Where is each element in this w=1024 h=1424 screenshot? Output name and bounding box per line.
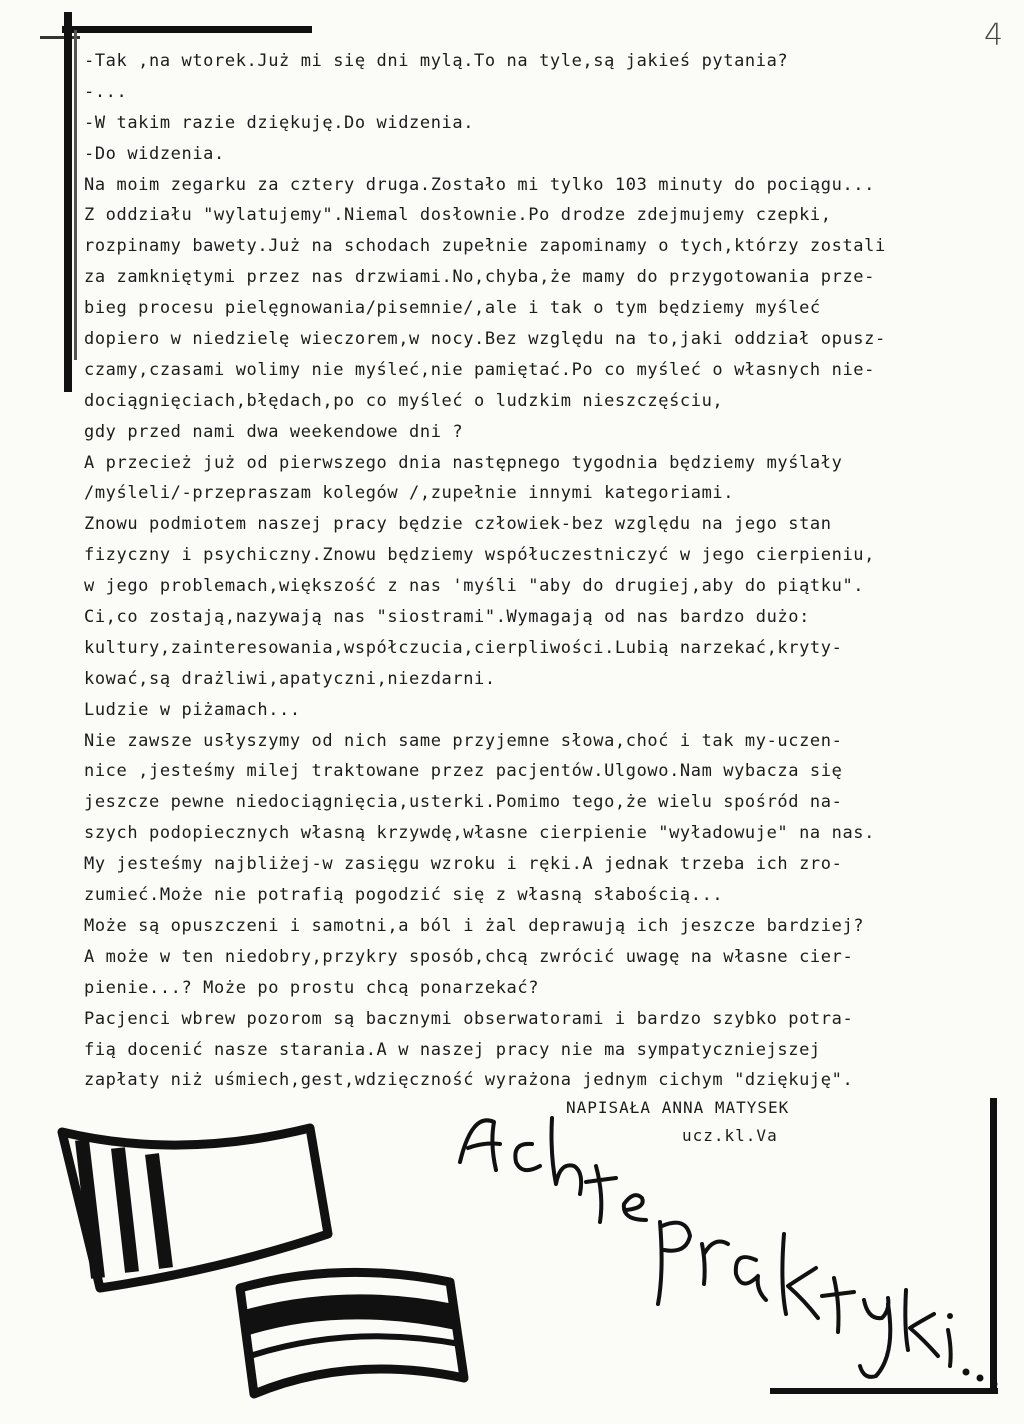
- text-line: gdy przed nami dwa weekendowe dni ?: [84, 421, 464, 442]
- text-line: -...: [84, 81, 128, 102]
- frame-left-rule: [64, 12, 72, 392]
- text-line: w jego problemach,większość z nas 'myśli "aby do drugiej,aby do piątku".: [84, 576, 865, 597]
- text-line: Z oddziału "wylatujemy".Niemal dosłownie.Po drodze zdejmujemy czepki,: [84, 205, 832, 226]
- text-line: My jesteśmy najbliżej-w zasięgu wzroku i ręki.A jednak trzeba ich zro-: [84, 854, 843, 875]
- text-line: -Do widzenia.: [84, 143, 225, 164]
- signature-class: ucz.kl.Va: [682, 1126, 778, 1145]
- cap-lower-banded: [240, 1272, 464, 1394]
- text-line: fią docenić nasze starania.A w naszej pracy nie ma sympatyczniejszej: [84, 1039, 821, 1060]
- frame-top-rule: [62, 26, 312, 33]
- text-line: bieg procesu pielęgnowania/pisemnie/,ale i tak o tym będziemy myśleć: [84, 298, 821, 319]
- text-line: kować,są drażliwi,apatyczni,niezdarni.: [84, 668, 496, 689]
- text-line: zumieć.Może nie potrafią pogodzić się z własną słabością...: [84, 885, 724, 906]
- text-line: Pacjenci wbrew pozorom są bacznymi obserwatorami i bardzo szybko potra-: [84, 1008, 854, 1029]
- text-line: pienie...? Może po prostu chcą ponarzekać?: [84, 977, 540, 998]
- text-line: Znowu podmiotem naszej pracy będzie człowiek-bez względu na jego stan: [84, 514, 832, 535]
- handwritten-title: [450, 1104, 1010, 1404]
- text-line: Nie zawsze usłyszymy od nich same przyjemne słowa,choć i tak my-uczen-: [84, 730, 843, 751]
- text-line: Na moim zegarku za cztery druga.Zostało mi tylko 103 minuty do pociągu...: [84, 174, 875, 195]
- text-line: Ludzie w piżamach...: [84, 699, 301, 720]
- text-line: szych podopiecznych własną krzywdę,własne cierpienie "wyładowuje" na nas.: [84, 823, 875, 844]
- article-body: [84, 46, 1014, 1096]
- frame-left-rule-shadow: [74, 30, 77, 360]
- text-line: Może są opuszczeni i samotni,a ból i żal deprawują ich jeszcze bardziej?: [84, 915, 865, 936]
- text-line: rozpinamy bawety.Już na schodach zupełnie zapominamy o tych,którzy zostali: [84, 236, 886, 257]
- text-line: czamy,czasami wolimy nie myśleć,nie pamiętać.Po co myśleć o własnych nie-: [84, 359, 875, 380]
- text-line: /myśleli/-przepraszam kolegów /,zupełnie innymi kategoriami.: [84, 483, 735, 504]
- nurse-caps-drawing: [40, 1110, 480, 1410]
- text-line: Ci,co zostają,nazywają nas "siostrami".Wymagają od nas bardzo dużo:: [84, 607, 810, 628]
- cap-upper-striped: [62, 1128, 328, 1288]
- text-line: za zamkniętymi przez nas drzwiami.No,chyba,że mamy do przygotowania prze-: [84, 267, 875, 288]
- text-line: zapłaty niż uśmiech,gest,wdzięczność wyrażona jednym cichym "dziękuję".: [84, 1070, 854, 1091]
- page-number: 4: [984, 18, 1004, 53]
- text-line: -W takim razie dziękuję.Do widzenia.: [84, 112, 475, 133]
- text-line: fizyczny i psychiczny.Znowu będziemy współuczestniczyć w jego cierpieniu,: [84, 545, 875, 566]
- text-line: dopiero w niedzielę wieczorem,w nocy.Bez względu na to,jaki oddział opusz-: [84, 329, 886, 350]
- text-line: dociągnięciach,błędach,po co myśleć o ludzkim nieszczęściu,: [84, 390, 724, 411]
- text-line: A może w ten niedobry,przykry sposób,chcą zwrócić uwagę na własne cier-: [84, 946, 854, 967]
- text-line: jeszcze pewne niedociągnięcia,usterki.Pomimo tego,że wielu spośród na-: [84, 792, 843, 813]
- text-line: kultury,zainteresowania,współczucia,cierpliwości.Lubią narzekać,kryty-: [84, 637, 843, 658]
- text-line: A przecież już od pierwszego dnia następnego tygodnia będziemy myślały: [84, 452, 843, 473]
- text-line: nice ,jesteśmy milej traktowane przez pacjentów.Ulgowo.Nam wybacza się: [84, 761, 843, 782]
- signature-author: NAPISAŁA ANNA MATYSEK: [566, 1098, 790, 1117]
- text-line: -Tak ,na wtorek.Już mi się dni mylą.To na tyle,są jakieś pytania?: [84, 51, 789, 71]
